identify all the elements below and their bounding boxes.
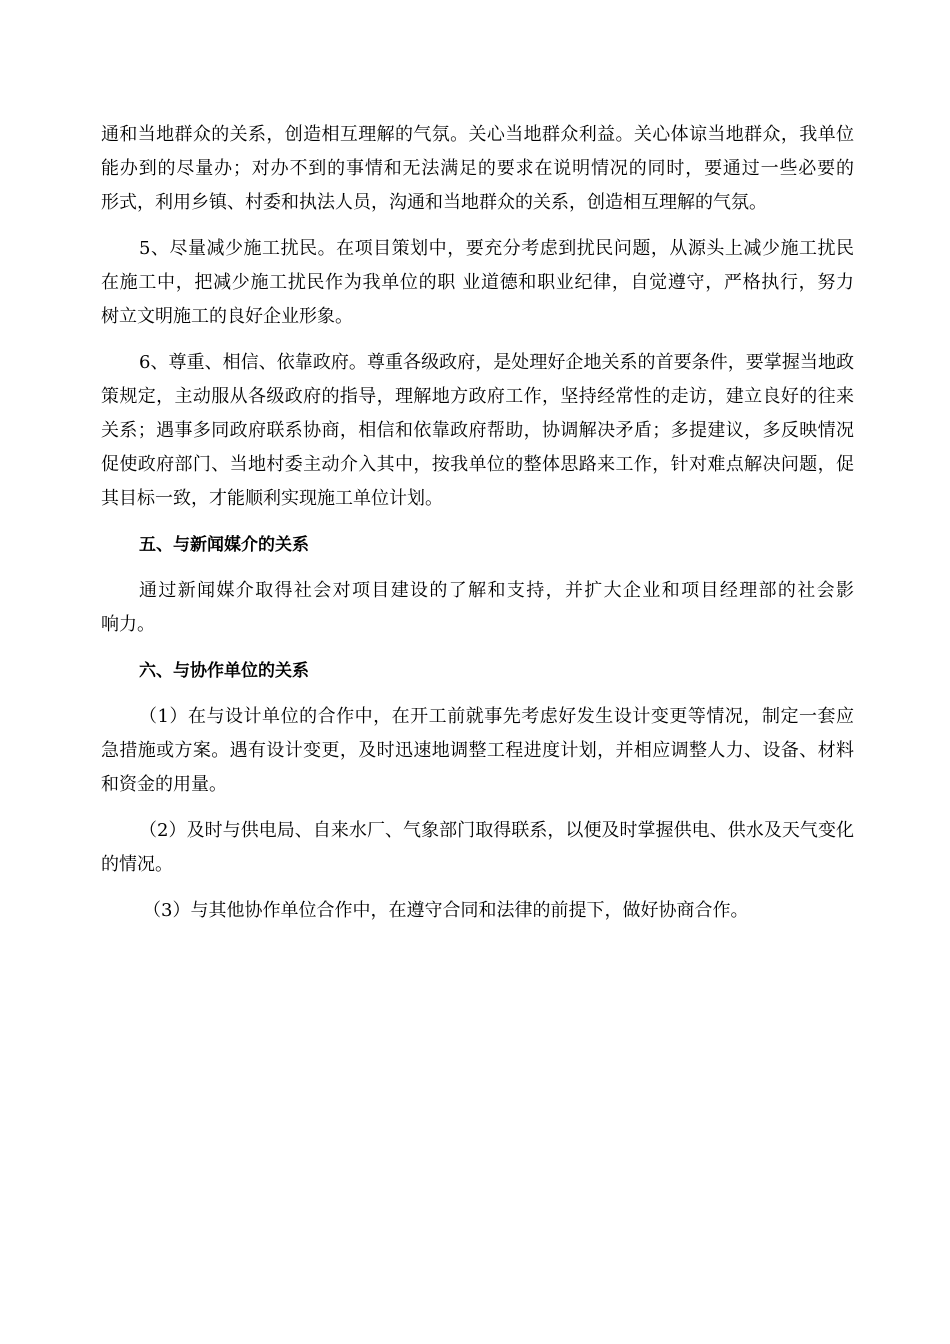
- text-line: （2）及时与供电局、自来水厂、气象部门取得联系，以便及时掌握供电、供水及天气变化: [139, 820, 854, 841]
- text-line: 响力。: [101, 614, 155, 635]
- text-line: 策规定，主动服从各级政府的指导，理解地方政府工作，坚持经常性的走访，建立良好的往来: [101, 386, 854, 407]
- text-line: 形式，利用乡镇、村委和执法人员，沟通和当地群众的关系，创造相互理解的气氛。: [101, 192, 767, 213]
- text-line: 能办到的尽量办；对办不到的事情和无法满足的要求在说明情况的同时，要通过一些必要的: [101, 158, 854, 179]
- text-line: 的情况。: [101, 854, 173, 875]
- text-line: 通和当地群众的关系，创造相互理解的气氛。关心当地群众利益。关心体谅当地群众，我单位: [101, 124, 854, 145]
- text-line: （3）与其他协作单位合作中，在遵守合同和法律的前提下，做好协商合作。: [143, 900, 749, 921]
- text-line: 通过新闻媒介取得社会对项目建设的了解和支持，并扩大企业和项目经理部的社会影: [139, 580, 854, 601]
- paragraph-utilities: [101, 814, 854, 882]
- text-line: 5、尽量减少施工扰民。在项目策划中，要充分考虑到扰民问题，从源头上减少施工扰民: [139, 238, 854, 259]
- paragraph-design-unit: [101, 700, 854, 802]
- paragraph-media-relations: [101, 574, 854, 642]
- text-line: 急措施或方案。遇有设计变更，及时迅速地调整工程进度计划，并相应调整人力、设备、材料: [101, 740, 854, 761]
- section-heading-media: [101, 528, 854, 562]
- paragraph-reduce-disturbance: [101, 232, 854, 334]
- section-title: 五、与新闻媒介的关系: [139, 535, 309, 555]
- paragraph-other-partners: [101, 894, 854, 928]
- text-line: 其目标一致，才能顺利实现施工单位计划。: [101, 488, 443, 509]
- text-line: 在施工中，把减少施工扰民作为我单位的职 业道德和职业纪律，自觉遵守，严格执行，努力: [101, 272, 854, 293]
- text-line: （1）在与设计单位的合作中，在开工前就事先考虑好发生设计变更等情况，制定一套应: [139, 706, 854, 727]
- text-line: 树立文明施工的良好企业形象。: [101, 306, 353, 327]
- section-heading-partners: [101, 654, 854, 688]
- document-page: [101, 118, 854, 928]
- paragraph-community-relations: [101, 118, 854, 220]
- text-line: 关系；遇事多同政府联系协商，相信和依靠政府帮助，协调解决矛盾；多提建议，多反映情况: [101, 420, 854, 441]
- text-line: 促使政府部门、当地村委主动介入其中，按我单位的整体思路来工作，针对难点解决问题，促: [101, 454, 854, 475]
- text-line: 和资金的用量。: [101, 774, 227, 795]
- section-title: 六、与协作单位的关系: [139, 661, 309, 681]
- paragraph-respect-government: [101, 346, 854, 516]
- text-line: 6、尊重、相信、依靠政府。尊重各级政府，是处理好企地关系的首要条件，要掌握当地政: [139, 352, 854, 373]
